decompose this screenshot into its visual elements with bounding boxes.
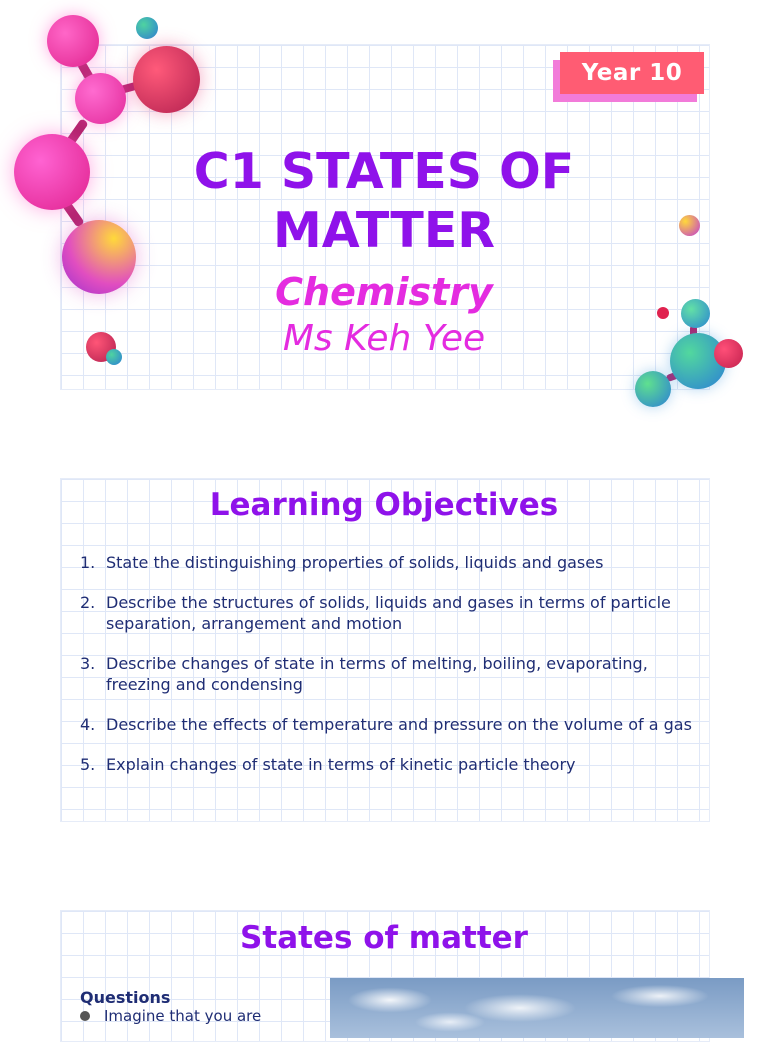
subject-label: Chemistry bbox=[275, 270, 493, 314]
question-text: Imagine that you are bbox=[104, 1007, 262, 1025]
objective-item bbox=[80, 714, 700, 735]
objectives-list bbox=[80, 552, 700, 794]
year-badge: Year 10 bbox=[560, 52, 704, 94]
teacher-name: Ms Keh Yee bbox=[282, 318, 486, 359]
title-line-1: C1 STATES OF bbox=[193, 143, 575, 200]
page-title bbox=[100, 142, 668, 260]
objective-number: 1. bbox=[80, 553, 96, 572]
bullet-icon bbox=[80, 1011, 90, 1021]
question-item bbox=[80, 1007, 261, 1025]
objective-text: Explain changes of state in terms of kinetic particle theory bbox=[106, 755, 576, 774]
objective-item bbox=[80, 592, 700, 634]
objective-text: State the distinguishing properties of solids, liquids and gases bbox=[106, 553, 604, 572]
objective-text: Describe changes of state in terms of melting, boiling, evaporating, freezing and condensing bbox=[106, 654, 648, 694]
objective-item bbox=[80, 552, 700, 573]
objective-item bbox=[80, 754, 700, 775]
objectives-heading: Learning Objectives bbox=[209, 487, 559, 523]
questions-label: Questions bbox=[80, 988, 171, 1007]
title-line-2: MATTER bbox=[272, 202, 496, 259]
objective-text: Describe the structures of solids, liquids and gases in terms of particle separation, arrangement and motion bbox=[106, 593, 671, 633]
objective-item bbox=[80, 653, 700, 695]
states-heading: States of matter bbox=[240, 920, 528, 956]
objective-number: 2. bbox=[80, 593, 96, 612]
objective-number: 4. bbox=[80, 715, 96, 734]
objective-number: 3. bbox=[80, 654, 96, 673]
objective-number: 5. bbox=[80, 755, 96, 774]
objective-text: Describe the effects of temperature and pressure on the volume of a gas bbox=[106, 715, 692, 734]
sky-photo bbox=[330, 978, 744, 1038]
